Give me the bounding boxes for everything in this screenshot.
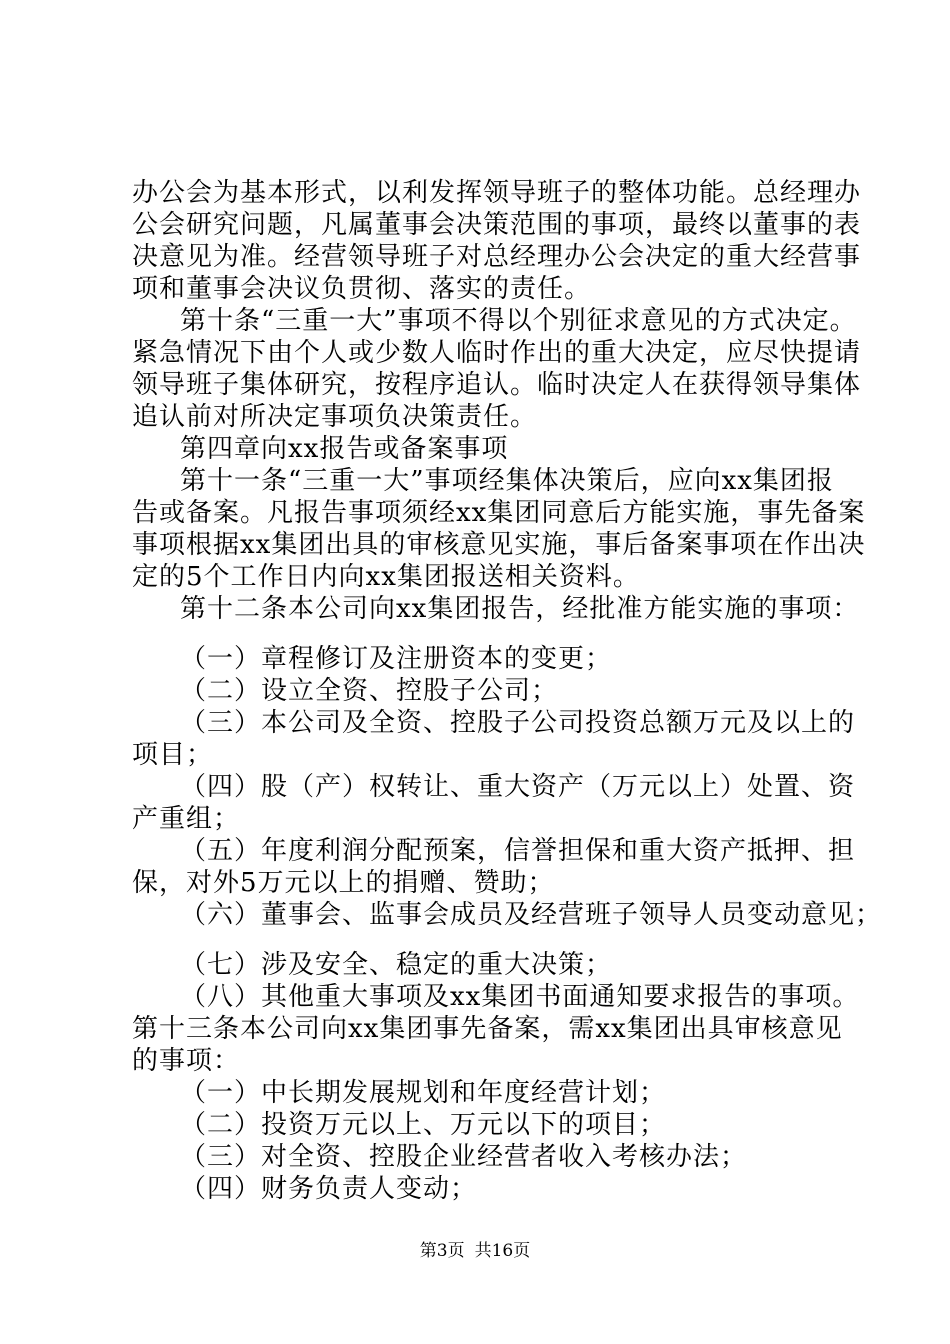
list-item: （八）其他重大事项及xx集团书面通知要求报告的事项。 [180,982,860,1012]
list-item: （三）本公司及全资、控股子公司投资总额万元及以上的 [180,708,856,738]
page-footer [0,1240,950,1262]
list-item: （一）章程修订及注册资本的变更； [180,644,613,674]
text-line: 第十三条本公司向xx集团事先备案，需xx集团出具审核意见 [132,1014,843,1044]
text-line: 定的5个工作日内向xx集团报送相关资料。 [132,562,640,592]
list-item: （七）涉及安全、稳定的重大决策； [180,950,613,980]
list-item: （一）中长期发展规划和年度经营计划； [180,1078,667,1108]
list-item: （三）对全资、控股企业经营者收入考核办法； [180,1142,748,1172]
text-line: 项目； [132,740,214,770]
text-line: 公会研究问题，凡属董事会决策范围的事项，最终以董事的表 [132,210,862,240]
text-line: 告或备案。凡报告事项须经xx集团同意后方能实施，事先备案 [132,498,866,528]
text-line: 事项根据xx集团出具的审核意见实施，事后备案事项在作出决 [132,530,866,560]
text-line: 第十条“三重一大”事项不得以个别征求意见的方式决定。 [180,306,857,336]
text-line: 第十二条本公司向xx集团报告，经批准方能实施的事项： [180,594,860,624]
list-item: （四）股（产）权转让、重大资产（万元以上）处置、资 [180,772,856,802]
text-line: 决意见为准。经营领导班子对总经理办公会决定的重大经营事 [132,242,862,272]
page-number: 第3页 [419,1241,465,1261]
list-item: （五）年度利润分配预案，信誉担保和重大资产抵押、担 [180,836,856,866]
page-total: 共16页 [474,1241,531,1261]
text-line: 保，对外5万元以上的捐赠、赞助； [132,868,555,898]
text-line: 追认前对所决定事项负决策责任。 [132,402,538,432]
text-line: 领导班子集体研究，按程序追认。临时决定人在获得领导集体 [132,370,862,400]
text-line: 办公会为基本形式，以利发挥领导班子的整体功能。总经理办 [132,178,862,208]
chapter-heading: 第四章向xx报告或备案事项 [180,434,509,464]
text-line: 紧急情况下由个人或少数人临时作出的重大决定，应尽快提请 [132,338,862,368]
list-item: （二）投资万元以上、万元以下的项目； [180,1110,667,1140]
text-line: 第十一条“三重一大”事项经集体决策后，应向xx集团报 [180,466,834,496]
list-item: （六）董事会、监事会成员及经营班子领导人员变动意见； [180,900,883,930]
list-item: （四）财务负责人变动； [180,1174,478,1204]
text-line: 产重组； [132,804,241,834]
text-line: 项和董事会决议负贯彻、落实的责任。 [132,274,592,304]
text-line: 的事项： [132,1046,241,1076]
list-item: （二）设立全资、控股子公司； [180,676,559,706]
